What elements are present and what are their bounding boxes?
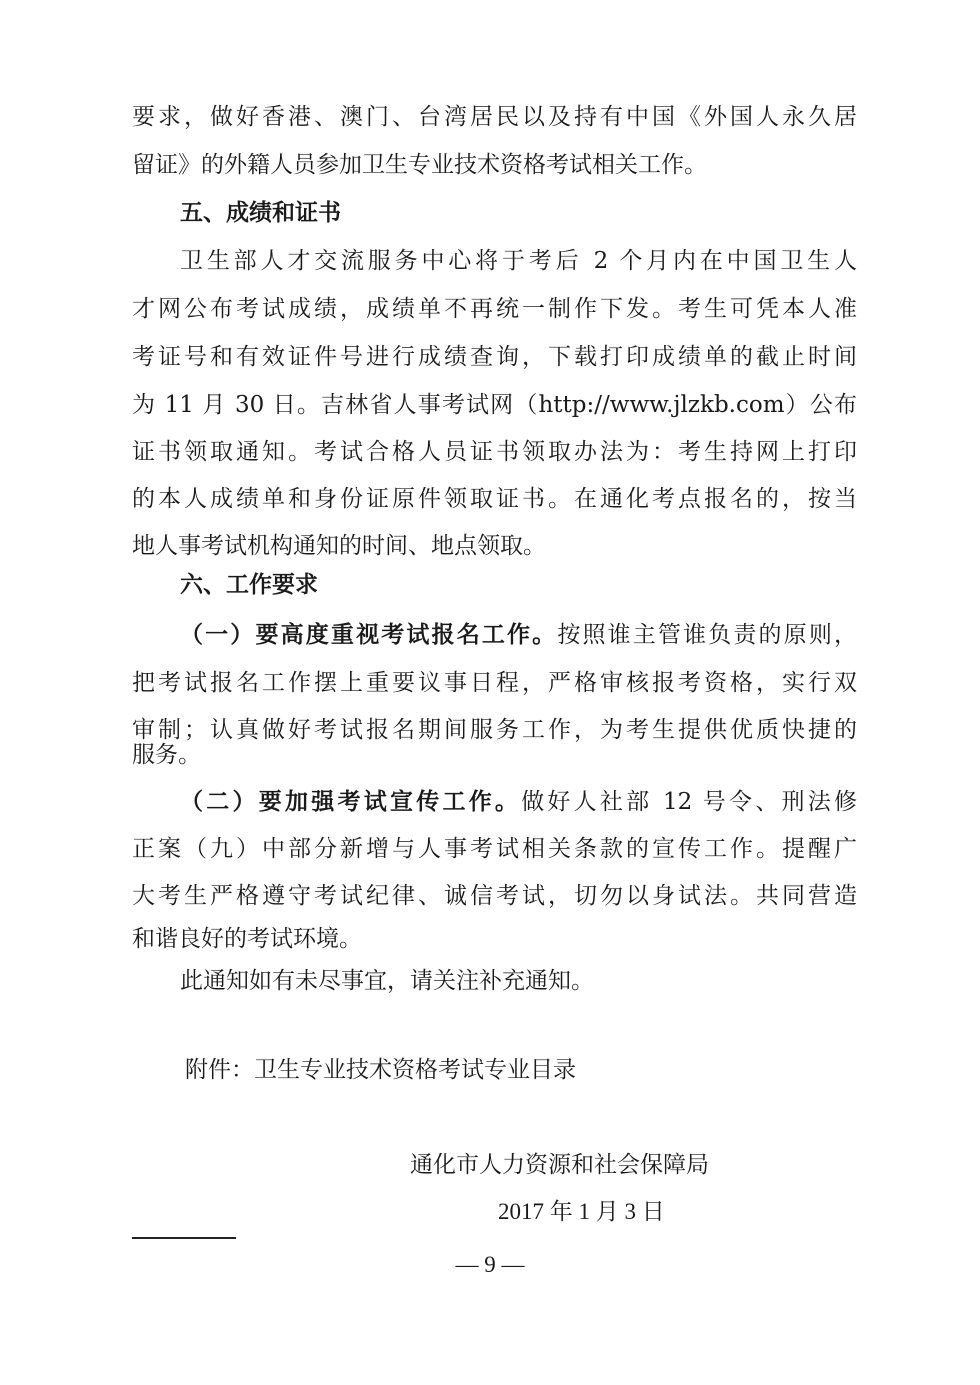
signature-organization: 通化市人力资源和社会保障局 xyxy=(410,1152,709,1178)
closing-note: 此通知如有未尽事宜，请关注补充通知。 xyxy=(180,968,594,994)
paragraph-line: 正案（九）中部分新增与人事考试相关条款的宣传工作。提醒广 xyxy=(132,836,857,862)
section-heading: 六、工作要求 xyxy=(180,572,318,598)
paragraph-line: 审制；认真做好考试报名期间服务工作，为考生提供优质快捷的 xyxy=(132,717,857,743)
paragraph-line: 为 11 月 30 日。吉林省人事考试网（http://www.jlzkb.com）公布 xyxy=(132,392,857,418)
paragraph-line: 和谐良好的考试环境。 xyxy=(132,926,362,952)
signature-date: 2017 年 1 月 3 日 xyxy=(498,1199,665,1224)
paragraph-line: 卫生部人才交流服务中心将于考后 2 个月内在中国卫生人 xyxy=(180,248,857,274)
paragraph-line: 证书领取通知。考试合格人员证书领取办法为：考生持网上打印 xyxy=(132,439,857,465)
paragraph-line: 留证》的外籍人员参加卫生专业技术资格考试相关工作。 xyxy=(132,152,707,178)
item-first-line xyxy=(180,620,857,650)
item-title: （一）要高度重视考试报名工作。 xyxy=(180,622,558,648)
paragraph-line: 考证号和有效证件号进行成绩查询，下载打印成绩单的截止时间 xyxy=(132,344,857,370)
paragraph-line: 把考试报名工作摆上重要议事日程，严格审核报考资格，实行双 xyxy=(132,670,857,696)
paragraph-line: 地人事考试机构通知的时间、地点领取。 xyxy=(132,533,546,559)
item-title: （二）要加强考试宣传工作。 xyxy=(180,789,522,815)
item-first-line xyxy=(180,787,857,817)
paragraph-line: 大考生严格遵守考试纪律、诚信考试，切勿以身试法。共同营造 xyxy=(132,883,857,909)
attachment-line: 附件：卫生专业技术资格考试专业目录 xyxy=(185,1057,576,1083)
item-text: 按照谁主管谁负责的原则， xyxy=(557,622,858,648)
footnote-separator xyxy=(132,1237,236,1239)
item-text: 做好人社部 12 号令、刑法修 xyxy=(521,789,858,815)
section-heading: 五、成绩和证书 xyxy=(180,200,341,226)
paragraph-line: 服务。 xyxy=(132,742,201,768)
paragraph-line: 要求，做好香港、澳门、台湾居民以及持有中国《外国人永久居 xyxy=(132,104,857,130)
paragraph-line: 的本人成绩单和身份证原件领取证书。在通化考点报名的，按当 xyxy=(132,486,857,512)
paragraph-line: 才网公布考试成绩，成绩单不再统一制作下发。考生可凭本人准 xyxy=(132,296,857,322)
page-number: — 9 — xyxy=(455,1252,525,1277)
